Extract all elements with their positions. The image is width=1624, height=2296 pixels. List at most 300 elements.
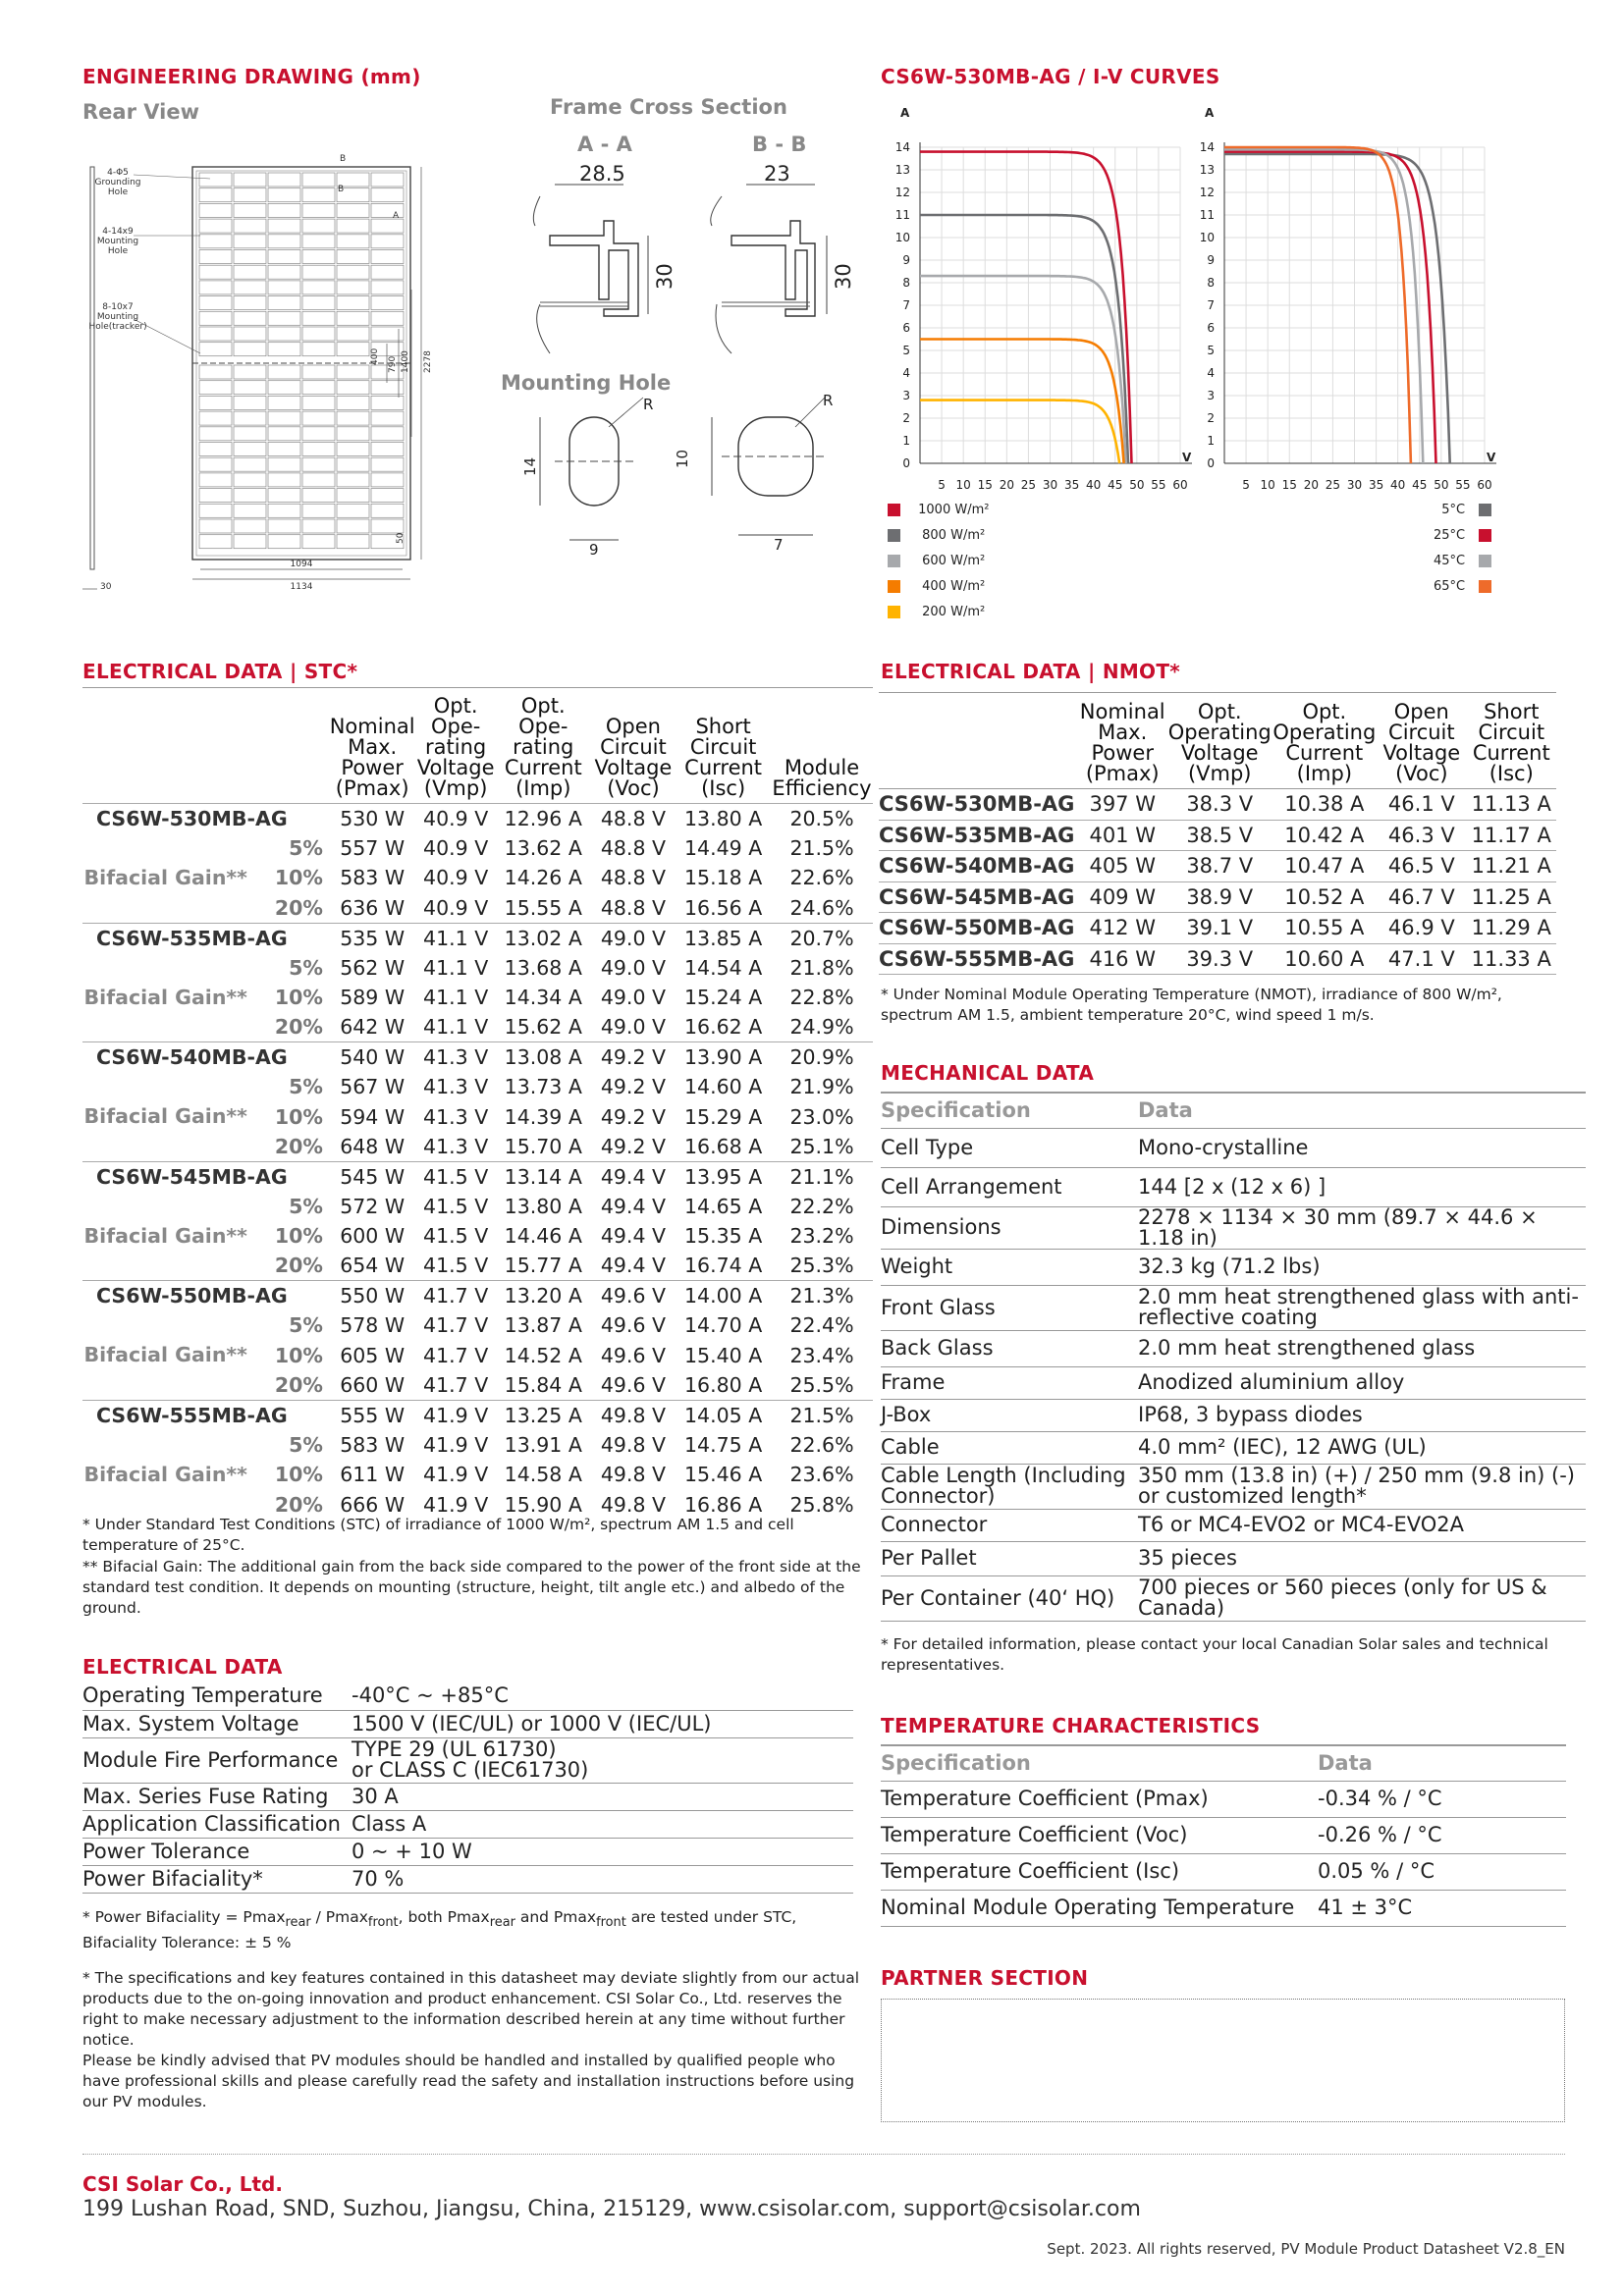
legend-item [1434, 528, 1491, 554]
stc-cell: 14.39 A [504, 1104, 582, 1129]
stc-cell: 41.5 V [415, 1161, 495, 1191]
spec-label: Per Pallet [881, 1541, 1138, 1575]
stc-cell: 14.05 A [676, 1400, 771, 1429]
stc-note: * Under Standard Test Conditions (STC) of irradiance of 1000 W/m², spectrum AM 1.5 and cell temperature of 25°C. [82, 1516, 794, 1554]
table-row [881, 1330, 1586, 1366]
nmot-cell: 10.52 A [1272, 881, 1378, 913]
spec-label: Cell Arrangement [881, 1167, 1138, 1206]
nmot-cell: 401 W [1078, 820, 1167, 851]
x-tick-label: 35 [1368, 478, 1384, 492]
spec-value: 700 pieces or 560 pieces (only for US & Canada) [1138, 1575, 1586, 1621]
stc-row [82, 952, 873, 982]
nmot-cell: 46.7 V [1377, 881, 1466, 913]
iv-curve-series [920, 276, 1126, 463]
stc-cell: 49.6 V [600, 1313, 667, 1338]
spec-value: T6 or MC4-EVO2 or MC4-EVO2A [1138, 1509, 1586, 1541]
stc-cell: 13.85 A [676, 923, 771, 952]
x-tick-label: 60 [1172, 478, 1188, 492]
nmot-cell: 38.7 V [1167, 851, 1272, 882]
stc-cell: 15.46 A [684, 1463, 763, 1487]
stc-cell: 41.9 V [423, 1492, 489, 1517]
table-header: Specification [881, 1745, 1318, 1781]
stc-cell: 40.9 V [423, 895, 489, 920]
y-tick-label: 2 [902, 411, 910, 425]
x-tick-label: 40 [1086, 478, 1102, 492]
spec-value: 2.0 mm heat strengthened glass [1138, 1330, 1586, 1366]
table-row [881, 1464, 1586, 1509]
spec-label: Temperature Coefficient (Voc) [881, 1817, 1318, 1853]
nmot-row [879, 851, 1556, 882]
bifacial-percent: 20% [274, 1015, 323, 1040]
stc-cell: 41.1 V [423, 955, 489, 980]
spec-value: 0.05 % / °C [1318, 1853, 1566, 1890]
stc-cell: 16.80 A [684, 1372, 763, 1397]
nmot-cell: 409 W [1078, 881, 1167, 913]
mechanical-data-table [881, 1092, 1586, 1622]
x-axis-label: V [1182, 451, 1192, 464]
bifacial-percent: 20% [274, 1254, 323, 1278]
x-tick-label: 55 [1151, 478, 1166, 492]
stc-cell: 13.62 A [504, 836, 582, 861]
y-tick-label: 14 [1199, 140, 1215, 154]
stc-cell: 41.7 V [415, 1281, 495, 1310]
model-name: CS6W-535MB-AG [879, 820, 1078, 851]
y-tick-label: 6 [902, 321, 910, 335]
stc-cell: 48.8 V [591, 804, 677, 833]
stc-cell: 567 W [340, 1075, 406, 1099]
stc-cell: 16.56 A [684, 895, 763, 920]
stc-cell: 41.1 V [423, 1015, 489, 1040]
stc-cell: 14.60 A [684, 1075, 763, 1099]
y-tick-label: 11 [1199, 208, 1215, 222]
stc-cell: 13.87 A [504, 1313, 582, 1338]
stc-cell: 49.0 V [591, 923, 677, 952]
x-tick-label: 30 [1346, 478, 1363, 492]
drawing-title: ENGINEERING DRAWING (mm) [82, 65, 421, 88]
stc-cell: 16.68 A [684, 1134, 763, 1158]
nmot-cell: 39.3 V [1167, 943, 1272, 975]
x-tick-label: 10 [955, 478, 971, 492]
svg-text:30: 30 [653, 263, 677, 290]
bifacial-gain-label: Bifacial Gain** [83, 1223, 247, 1248]
stc-cell: 15.84 A [504, 1372, 582, 1397]
stc-cell: 13.14 A [496, 1161, 591, 1191]
svg-text:790: 790 [388, 355, 398, 373]
stc-cell: 41.7 V [423, 1313, 489, 1338]
y-tick-label: 6 [1207, 321, 1215, 335]
stc-cell: 24.9% [789, 1015, 854, 1040]
stc-cell: 15.29 A [684, 1104, 763, 1129]
nmot-cell: 412 W [1078, 913, 1167, 944]
legend-label: 25°C [1434, 528, 1466, 543]
mech-title: MECHANICAL DATA [881, 1061, 1095, 1085]
section-bb-label: B - B [752, 133, 807, 156]
stc-cell: 22.2% [789, 1194, 854, 1218]
y-tick-label: 3 [1207, 389, 1215, 402]
spec-value: 70 % [352, 1865, 853, 1893]
x-tick-label: 15 [1281, 478, 1297, 492]
spec-value: Anodized aluminium alloy [1138, 1366, 1586, 1399]
x-tick-label: 5 [938, 478, 946, 492]
legend-swatch [1479, 504, 1491, 516]
bifacial-percent: 5% [289, 1313, 323, 1338]
table-row [82, 1838, 853, 1865]
model-name: CS6W-555MB-AG [879, 943, 1078, 975]
legend-swatch [888, 606, 900, 618]
spec-label: Power Tolerance [82, 1838, 352, 1865]
y-tick-label: 9 [902, 253, 910, 267]
stc-cell: 654 W [340, 1254, 406, 1278]
stc-row [82, 1072, 873, 1101]
nmot-cell: 11.13 A [1467, 789, 1556, 821]
stc-cell: 25.5% [789, 1372, 854, 1397]
nmot-title: ELECTRICAL DATA | NMOT* [881, 660, 1181, 683]
y-axis-label: A [900, 106, 910, 120]
svg-text:400: 400 [370, 347, 380, 365]
y-tick-label: 7 [1207, 298, 1215, 312]
spec-label: Module Fire Performance [82, 1737, 352, 1783]
legend-label: 65°C [1434, 579, 1466, 594]
y-tick-label: 0 [902, 456, 910, 470]
stc-cell: 23.0% [789, 1104, 854, 1129]
stc-table [82, 687, 873, 1520]
y-tick-label: 10 [1199, 231, 1215, 244]
nmot-cell: 10.60 A [1272, 943, 1378, 975]
svg-text:28.5: 28.5 [579, 162, 625, 186]
nmot-cell: 11.17 A [1467, 820, 1556, 851]
stc-cell: 49.8 V [600, 1463, 667, 1487]
nmot-cell: 38.9 V [1167, 881, 1272, 913]
stc-cell: 15.40 A [684, 1343, 763, 1367]
x-tick-label: 5 [1242, 478, 1250, 492]
stc-cell: 20.5% [771, 804, 873, 833]
stc-cell: 41.5 V [423, 1194, 489, 1218]
stc-cell: 14.26 A [504, 866, 582, 890]
stc-cell: 49.0 V [600, 986, 667, 1010]
stc-cell: 535 W [329, 923, 416, 952]
y-tick-label: 4 [902, 366, 910, 380]
stc-cell: 21.5% [771, 1400, 873, 1429]
stc-cell: 14.00 A [676, 1281, 771, 1310]
nmot-cell: 46.5 V [1377, 851, 1466, 882]
company-address: 199 Lushan Road, SND, Suzhou, Jiangsu, China, 215129, www.csisolar.com, support@csisolar.com [82, 2197, 1141, 2221]
frame-cross-section-title: Frame Cross Section [550, 95, 787, 119]
y-tick-label: 10 [894, 231, 910, 244]
model-name: CS6W-545MB-AG [879, 881, 1078, 913]
stc-cell: 41.1 V [423, 986, 489, 1010]
stc-cell: 49.6 V [591, 1281, 677, 1310]
y-tick-label: 1 [902, 434, 910, 448]
irradiance-legend [888, 503, 989, 630]
iv-curve-series [920, 152, 1132, 463]
stc-row [82, 804, 873, 833]
stc-row [82, 1042, 873, 1072]
stc-cell: 14.75 A [684, 1432, 763, 1457]
nmot-row [879, 913, 1556, 944]
stc-cell: 572 W [340, 1194, 406, 1218]
y-tick-label: 14 [894, 140, 910, 154]
stc-cell: 13.90 A [676, 1042, 771, 1072]
spec-value: TYPE 29 (UL 61730) or CLASS C (IEC61730) [352, 1737, 853, 1783]
table-row [82, 1810, 853, 1838]
spec-label: Back Glass [881, 1330, 1138, 1366]
table-row [881, 1781, 1566, 1817]
table-row [82, 1865, 853, 1893]
table-row [881, 1128, 1586, 1167]
stc-cell: 49.0 V [600, 955, 667, 980]
bifacial-percent: 5% [289, 1075, 323, 1099]
svg-text:2278: 2278 [423, 350, 433, 373]
table-row [881, 1399, 1586, 1431]
svg-text:7: 7 [774, 536, 784, 554]
stc-cell: 41.3 V [415, 1042, 495, 1072]
nmot-cell: 46.3 V [1377, 820, 1466, 851]
spec-label: Application Classification [82, 1810, 352, 1838]
temperature-legend [1434, 503, 1491, 605]
svg-text:50: 50 [396, 532, 406, 544]
stc-cell: 14.65 A [684, 1194, 763, 1218]
bifacial-percent: 5% [289, 836, 323, 861]
bifacial-percent: 5% [289, 1194, 323, 1218]
legend-item [888, 503, 989, 528]
stc-cell: 540 W [329, 1042, 416, 1072]
stc-cell: 530 W [329, 804, 416, 833]
stc-cell: 49.0 V [600, 1015, 667, 1040]
table-row [881, 1285, 1586, 1330]
svg-text:30: 30 [832, 263, 855, 290]
spec-value: 2278 × 1134 × 30 mm (89.7 × 44.6 × 1.18 in) [1138, 1206, 1586, 1249]
stc-cell: 41.3 V [423, 1075, 489, 1099]
stc-row [82, 1192, 873, 1221]
legend-label: 600 W/m² [922, 554, 986, 568]
stc-cell: 49.4 V [591, 1161, 677, 1191]
spec-value: 2.0 mm heat strengthened glass with anti-reflective coating [1138, 1285, 1586, 1330]
stc-cell: 49.4 V [600, 1224, 667, 1249]
stc-title: ELECTRICAL DATA | STC* [82, 660, 358, 683]
table-row [881, 1575, 1586, 1621]
disclaimer-1: * The specifications and key features contained in this datasheet may deviate slightly from our actual products due to the on-going innovation and product enhancement. CSI Solar Co., Ltd. reserves the right to make necessary adjustment to the information described herein at any time without further notice. [82, 1969, 860, 2049]
y-tick-label: 5 [902, 344, 910, 357]
svg-text:23: 23 [764, 162, 790, 186]
table-row [881, 1509, 1586, 1541]
svg-text:R: R [823, 392, 834, 409]
svg-text:B: B [338, 185, 345, 194]
stc-cell: 611 W [340, 1463, 406, 1487]
x-tick-label: 45 [1412, 478, 1428, 492]
mounting-hole-title: Mounting Hole [501, 371, 672, 395]
stc-cell: 48.8 V [600, 895, 667, 920]
iv-panel [1200, 106, 1496, 492]
stc-cell: 13.80 A [676, 804, 771, 833]
partner-title: PARTNER SECTION [881, 1966, 1089, 1990]
nmot-cell: 38.3 V [1167, 789, 1272, 821]
stc-cell: 41.7 V [423, 1343, 489, 1367]
stc-cell: 41.5 V [423, 1254, 489, 1278]
table-row [82, 1737, 853, 1783]
svg-text:9: 9 [589, 541, 599, 559]
stc-cell: 14.34 A [504, 986, 582, 1010]
y-tick-label: 12 [1199, 186, 1215, 199]
stc-header-pmax: Nominal Max. Power (Pmax) [329, 715, 415, 800]
nmot-row [879, 820, 1556, 851]
x-tick-label: 55 [1455, 478, 1471, 492]
stc-cell: 578 W [340, 1313, 406, 1338]
table-row [881, 1167, 1586, 1206]
nmot-cell: 405 W [1078, 851, 1167, 882]
model-name: CS6W-530MB-AG [82, 804, 329, 833]
x-tick-label: 10 [1260, 478, 1275, 492]
spec-label: Cable Length (Including Connector) [881, 1464, 1138, 1509]
spec-label: Weight [881, 1249, 1138, 1285]
stc-row [82, 1281, 873, 1310]
bifacial-percent: 20% [274, 895, 323, 920]
stc-cell: 49.4 V [600, 1254, 667, 1278]
stc-cell: 15.18 A [684, 866, 763, 890]
stc-row [82, 1161, 873, 1191]
bifacial-note: ** Bifacial Gain: The additional gain from the back side compared to the power of the front side at the standard test condition. It depends on mounting (structure, height, tilt angle etc.) and albedo of the ground. [82, 1558, 861, 1617]
table-row [881, 1366, 1586, 1399]
stc-cell: 21.9% [789, 1075, 854, 1099]
spec-value: Mono-crystalline [1138, 1128, 1586, 1167]
stc-cell: 21.3% [771, 1281, 873, 1310]
stc-cell: 40.9 V [423, 866, 489, 890]
table-row [881, 1206, 1586, 1249]
stc-cell: 583 W [340, 1432, 406, 1457]
stc-cell: 21.8% [789, 955, 854, 980]
bifacial-gain-label: Bifacial Gain** [83, 866, 247, 890]
spec-label: Connector [881, 1509, 1138, 1541]
stc-header-imp: Opt. Ope-rating Current (Imp) [504, 694, 582, 800]
y-tick-label: 0 [1207, 456, 1215, 470]
stc-cell: 23.2% [789, 1224, 854, 1249]
table-header: Data [1138, 1093, 1586, 1128]
mech-note: * For detailed information, please contact your local Canadian Solar sales and technical representatives. [881, 1635, 1548, 1674]
table-row [881, 1817, 1566, 1853]
bifacial-percent: 10% [274, 1343, 323, 1367]
bifacial-gain-label: Bifacial Gain** [83, 1463, 247, 1487]
nmot-cell: 10.47 A [1272, 851, 1378, 882]
stc-cell: 13.25 A [496, 1400, 591, 1429]
x-tick-label: 50 [1129, 478, 1145, 492]
stc-cell: 636 W [340, 895, 406, 920]
svg-text:1400: 1400 [401, 350, 410, 373]
y-tick-label: 8 [1207, 276, 1215, 290]
table-header: Specification [881, 1093, 1138, 1128]
stc-cell: 15.62 A [504, 1015, 582, 1040]
x-tick-label: 25 [1325, 478, 1341, 492]
stc-cell: 13.95 A [676, 1161, 771, 1191]
stc-header-voc: Open Circuit Voltage (Voc) [594, 715, 673, 800]
stc-cell: 22.4% [789, 1313, 854, 1338]
stc-cell: 15.35 A [684, 1224, 763, 1249]
stc-cell: 23.4% [789, 1343, 854, 1367]
model-name: CS6W-550MB-AG [82, 1281, 329, 1310]
bifacial-percent: 10% [274, 986, 323, 1010]
stc-row [82, 833, 873, 863]
stc-cell: 41.7 V [423, 1372, 489, 1397]
stc-cell: 13.80 A [504, 1194, 582, 1218]
spec-value: 41 ± 3°C [1318, 1890, 1566, 1926]
spec-label: Temperature Coefficient (Pmax) [881, 1781, 1318, 1817]
stc-cell: 589 W [340, 986, 406, 1010]
nmot-cell: 397 W [1078, 789, 1167, 821]
spec-value: 32.3 kg (71.2 lbs) [1138, 1249, 1586, 1285]
spec-value: IP68, 3 bypass diodes [1138, 1399, 1586, 1431]
svg-text:1094: 1094 [290, 560, 313, 569]
stc-row [82, 1400, 873, 1429]
legend-label: 45°C [1434, 554, 1466, 568]
bifacial-percent: 10% [274, 1463, 323, 1487]
stc-cell: 20.7% [771, 923, 873, 952]
legend-label: 1000 W/m² [918, 503, 990, 517]
nmot-cell: 10.42 A [1272, 820, 1378, 851]
stc-cell: 605 W [340, 1343, 406, 1367]
x-tick-label: 60 [1477, 478, 1492, 492]
stc-cell: 15.77 A [504, 1254, 582, 1278]
stc-cell: 24.6% [789, 895, 854, 920]
stc-cell: 15.90 A [504, 1492, 582, 1517]
table-row [82, 1682, 853, 1710]
elec-title: ELECTRICAL DATA [82, 1655, 283, 1679]
electrical-data-table [82, 1682, 853, 1894]
stc-cell: 12.96 A [496, 804, 591, 833]
svg-text:R: R [643, 396, 654, 413]
x-tick-label: 30 [1042, 478, 1058, 492]
spec-value: 4.0 mm² (IEC), 12 AWG (UL) [1138, 1431, 1586, 1464]
spec-value: 35 pieces [1138, 1541, 1586, 1575]
footer-divider [82, 2154, 1565, 2155]
y-tick-label: 12 [894, 186, 910, 199]
table-row [881, 1853, 1566, 1890]
y-tick-label: 8 [902, 276, 910, 290]
spec-label: Front Glass [881, 1285, 1138, 1330]
spec-label: Per Container (40‘ HQ) [881, 1575, 1138, 1621]
spec-value: 350 mm (13.8 in) (+) / 250 mm (9.8 in) (-) or customized length* [1138, 1464, 1586, 1509]
stc-cell: 41.9 V [423, 1463, 489, 1487]
nmot-header-isc: Short Circuit Current (Isc) [1472, 700, 1550, 785]
legend-swatch [888, 529, 900, 542]
svg-text:1134: 1134 [290, 582, 313, 592]
stc-cell: 41.5 V [423, 1224, 489, 1249]
nmot-header-imp: Opt. Operating Current (Imp) [1272, 700, 1377, 785]
model-name: CS6W-555MB-AG [82, 1400, 329, 1429]
stc-cell: 49.2 V [600, 1104, 667, 1129]
y-tick-label: 9 [1207, 253, 1215, 267]
bifacial-percent: 5% [289, 1432, 323, 1457]
nmot-cell: 11.29 A [1467, 913, 1556, 944]
stc-cell: 15.24 A [684, 986, 763, 1010]
stc-cell: 642 W [340, 1015, 406, 1040]
x-tick-label: 45 [1108, 478, 1123, 492]
stc-cell: 13.91 A [504, 1432, 582, 1457]
legend-item [888, 528, 989, 554]
nmot-cell: 416 W [1078, 943, 1167, 975]
legend-swatch [888, 555, 900, 567]
nmot-table [879, 692, 1556, 975]
stc-cell: 22.8% [789, 986, 854, 1010]
stc-cell: 48.8 V [600, 866, 667, 890]
x-tick-label: 40 [1390, 478, 1406, 492]
nmot-cell: 11.21 A [1467, 851, 1556, 882]
x-tick-label: 50 [1434, 478, 1449, 492]
stc-cell: 25.3% [789, 1254, 854, 1278]
section-aa-label: A - A [577, 133, 632, 156]
y-tick-label: 4 [1207, 366, 1215, 380]
spec-value: 1500 V (IEC/UL) or 1000 V (IEC/UL) [352, 1710, 853, 1737]
x-axis-label: V [1487, 451, 1496, 464]
legend-item [888, 579, 989, 605]
model-name: CS6W-530MB-AG [879, 789, 1078, 821]
